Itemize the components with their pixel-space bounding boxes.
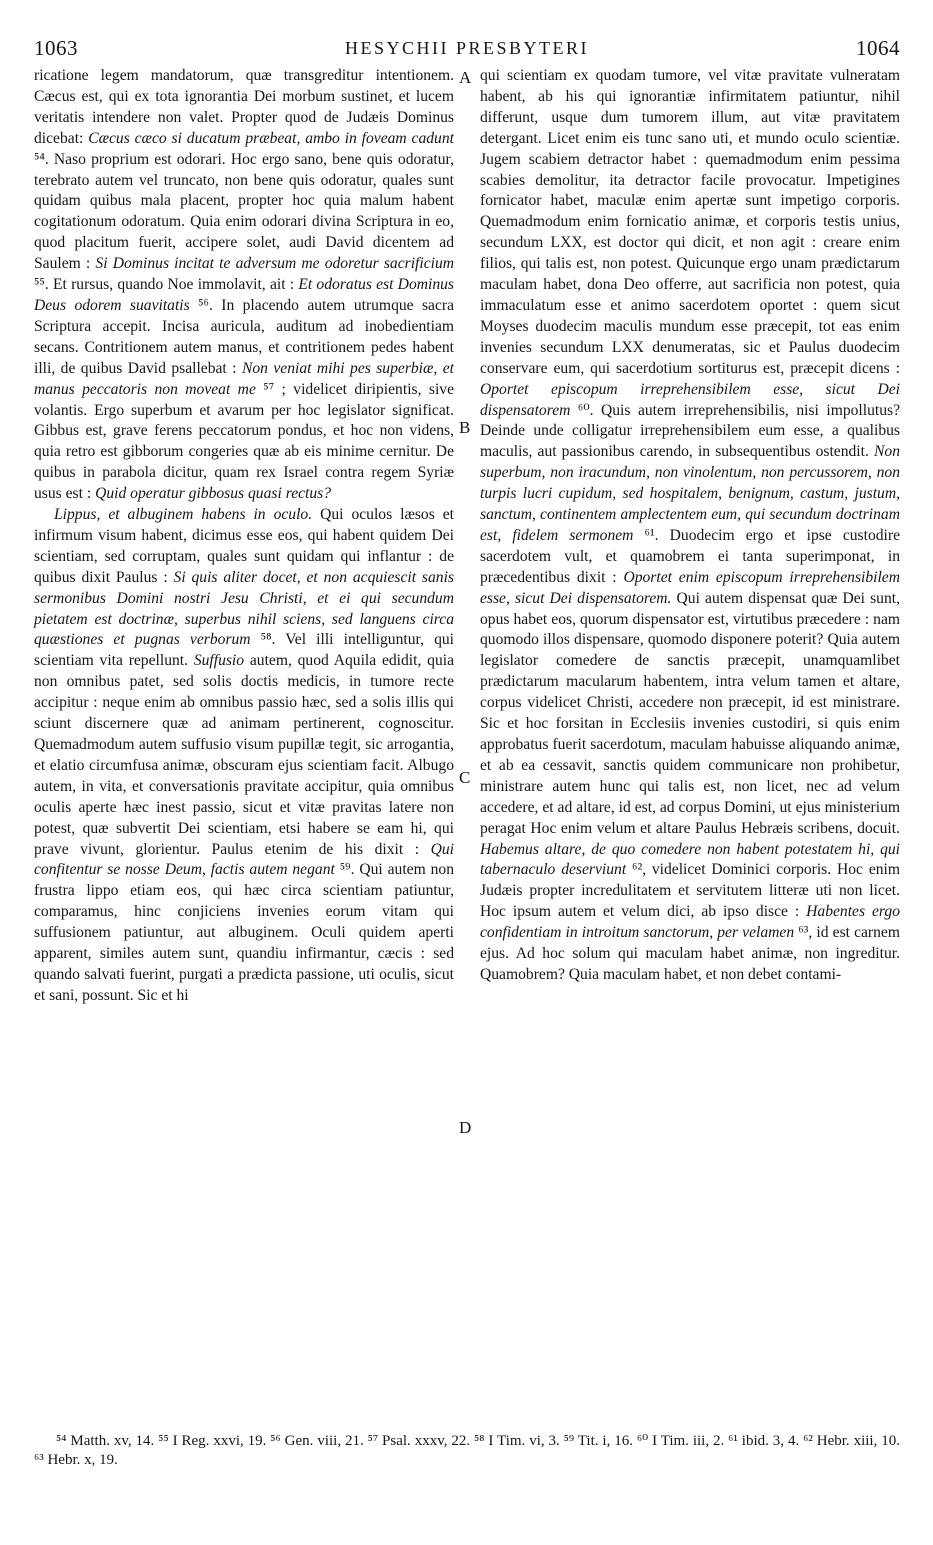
text-run: ⁵⁷ ; videlicet diripientis, sive volantis. Ergo superbum et avarum per hoc legislator significat. Gibbus est, grave ferens peccatorum pondus, et hoc non videns, quia retro est gibborum congeries quæ ab eis minime cernitur. De quibus in parabola dicitur, quam rex Israel contra regem Syriæ usus est : <box>34 380 455 503</box>
running-title: HESYCHII PRESBYTERI <box>344 38 589 58</box>
text-run: ⁵⁸. Vel illi intelliguntur, qui scientiam vita repellunt. <box>34 631 455 670</box>
margin-marker-d: D <box>459 1118 472 1137</box>
italic-quotation: Quid operatur gibbosus quasi rectus? <box>95 485 332 503</box>
text-run: autem, quod Aquila edidit, quia non omnibus patet, sed solis doctis medicis, in tumore recte accipitur : neque enim ab omnibus passio hæc, sed a solis illis qui sciunt discernere quæ ad animam pertinerent, cognoscitur. Quemadmodum autem suffusio visum pupillæ tegit, sic arrogantia, et elatio circumfusa animæ, obscuram ejus scientiam facit. Albugo autem, in vita, et conversationis pravitate accipitur, quia omnibus oculis aperte hæc inest passio, sicut et vitæ pravitas latere non potest, quæ subvertit Dei scientiam, etsi habere se eam hi, qui prave vivunt, glorientur. Paulus etenim de his dixit : <box>34 652 455 858</box>
text-run: ⁵⁵. Et rursus, quando Noe immolavit, ait : <box>34 276 299 294</box>
text-run: qui scientiam ex quodam tumore, vel vitæ pravitate vulneratam habent, ab his qui ignorantiæ infirmitatem patiuntur, nihil differunt, usque dum tumorem illum, aut vitæ pravitatem detergant. Licet enim eis tunc sano uti, et mundo oculo scientiæ. Jugem scabiem detractor habet : quemadmodum enim pessima scabies demolitur, ita detractor facile provocatur. Impetigines fornicator habet, maculæ enim apertæ sunt impetigo corporis. Quemadmodum enim fornicatio animæ, et corporis testis unius, secundum LXX, est doctor qui dicit, et non agit : creare enim filios, qui talis est, non potest. Quicunque ergo unam prædictarum maculam habet, dona Deo offerre, aut sacrificia non potest, quia immaculatum esse et animo sacerdotem oportet : quem sicut Moyses duodecim maculis mundum esse præcepit, tot eas enim invenies secundum LXX denumeratas, sic et Paulus duodecim conservare eum, qui sacerdotium sortiturus est, præcepit dicens : <box>480 67 900 377</box>
italic-quotation: Lippus, et albuginem habens in oculo. <box>54 506 313 524</box>
text-run: ⁵⁹. Qui autem non frustra lippo etiam eos, qui hæc circa scientiam patiuntur, comparamus, hinc conjiciens invenies eorum vitam qui suffusionem patiuntur, aut albuginem. Oculi quidem aperti apparent, similes autem sunt, quandiu infirmantur, cæcis : sed quando salvati fuerint, purgati a prædicta passione, uti oculis, sicut et sani, possunt. Sic et hi <box>34 861 455 1004</box>
text-run: ricatione legem mandatorum, quæ transgreditur intentionem. Cæcus est, qui ex tota ignorantia Dei morbum sustinet, et lucem veritatis intendere non valet. Propter quod de Judæis Dominus dicebat: <box>34 67 454 147</box>
margin-marker-c: C <box>459 768 471 787</box>
left-column <box>34 66 454 1007</box>
paragraph <box>34 66 454 505</box>
italic-quotation: Oportet episcopum irreprehensibilem esse, sicut Dei dispensatorem <box>480 380 900 419</box>
italic-quotation: Si Dominus incitat te adversum me odoretur sacrificium <box>95 255 455 273</box>
italic-quotation: Habemus altare, de quo comedere non habent potestatem hi, qui tabernaculo deserviunt <box>480 840 900 879</box>
text-run: ⁶¹. Duodecim ergo et ipse custodire sacerdotem vult, et quamobrem ei tanta superimponat, in præcedentibus dixit : <box>480 526 900 586</box>
paragraph <box>480 66 900 986</box>
italic-quotation: Cæcus cæco si ducatum præbeat, ambo in foveam cadunt <box>88 129 454 147</box>
text-run: ⁶⁰. Quis autem irreprehensibilis, nisi impollutus? Deinde unde colligatur irreprehensibilem eum esse, a qualibus maculis, aut passionibus carendo, in subsequentibus ostendit. <box>480 401 900 461</box>
italic-quotation: Non veniat mihi pes superbiæ, et manus peccatoris non moveat me <box>34 359 454 398</box>
italic-quotation: Si quis aliter docet, et non acquiescit sanis sermonibus Domini nostri Jesu Christi, et ei qui secundum pietatem est doctrinæ, superbus nihil sciens, sed languens circa quæstiones et pugnas verborum <box>34 568 454 649</box>
page-number-right: 1064 <box>856 36 900 60</box>
margin-marker-a: A <box>459 68 472 87</box>
text-run: ⁶³, id est carnem ejus. Ad hoc solum qui maculam habet animæ, non ingreditur. Quamobrem? Quia maculam habet, et non debet contami- <box>480 924 900 983</box>
paragraph <box>34 505 454 1007</box>
margin-marker-b: B <box>459 418 471 437</box>
text-run: Qui oculos læsos et infirmum visum habent, dicimus esse eos, qui habent quidem Dei scientiam, sed corruptam, quales sunt quidam qui inflantur : de quibus dixit Paulus : <box>34 506 455 586</box>
italic-quotation: Qui confitentur se nosse Deum, factis autem negant <box>34 840 454 879</box>
italic-quotation: Habentes ergo confidentiam in introitum sanctorum, per velamen <box>480 903 900 942</box>
italic-quotation: Non superbum, non iracundum, non vinolentum, non percussorem, non turpis lucri cupidum, sed hospitalem, benignum, castum, justum, sanctum, continentem amplectentem eum, qui secundum doctrinam est, fidelem sermonem <box>480 443 900 544</box>
italic-quotation: Oportet enim episcopum irreprehensibilem esse, sicut Dei dispensatorem. <box>480 568 900 607</box>
footnotes: ⁵⁴ Matth. xv, 14. ⁵⁵ I Reg. xxvi, 19. ⁵⁶ Gen. viii, 21. ⁵⁷ Psal. xxxv, 22. ⁵⁸ I Tim. vi, 3. ⁵⁹ Tit. i, 16. ⁶⁰ I Tim. iii, 2. ⁶¹ ibid. 3, 4. ⁶² Hebr. xiii, 10. ⁶³ Hebr. x, 19. <box>34 1433 900 1468</box>
text-run: ⁵⁶. In placendo autem utrumque sacra Scriptura accepit. Incisa auricula, auditum ad inobedientiam secans. Contritionem autem manus, et contritionem pedes habent illi, de quibus David psallebat : <box>34 296 455 377</box>
text-run: ⁵⁴. Naso proprium est odorari. Hoc ergo sano, bene quis odoratur, terebrato autem vel truncato, non bene quis odoratur, quales sunt quidam quibus mala placent, propter hoc quia malum habent cogitationum odoratum. Quia enim odorari divina Scriptura in eo, quod placitum fuerit, accipere solet, audi David dicentem ad Saulem : <box>34 150 454 273</box>
page-header <box>34 36 900 66</box>
right-column <box>480 66 900 986</box>
page-number-left: 1063 <box>34 36 78 60</box>
text-run: ⁶², videlicet Dominici corporis. Hoc enim Judæis propter incredulitatem et servitutem litteræ uti non licet. Hoc ipsum autem et velum dici, ab ipso disce : <box>480 861 900 921</box>
italic-quotation: Suffusio <box>193 652 245 670</box>
italic-quotation: Et odoratus est Dominus Deus odorem suavitatis <box>34 276 454 314</box>
text-run: Qui autem dispensat quæ Dei sunt, opus habet eos, quorum dispensator est, virtutibus præcedere : nam quomodo illos dispensare, quomodo disponere poterit? Quia autem legislator comedere de sanctis præcepit, unamquamlibet prædictarum macularum habentem, intra velum tamen et altare, corpus videlicet Christi, accedere non præcepit, id est ministrare. Sic et hoc forsitan in Ecclesiis invenies custodiri, si quis enim approbatus fuerit sacerdotum, maculam habuisse aliquando animæ, et ab ea cessavit, sanctis quidem communicare non prohibetur, ministrare autem hunc qui talis est, non licet, nec ad velum accedere, et ad altare, id est, ad corpus Domini, ut ejus ministerium peragat Hoc enim velum et altare Paulus Hebræis scribens, docuit. <box>480 589 900 837</box>
